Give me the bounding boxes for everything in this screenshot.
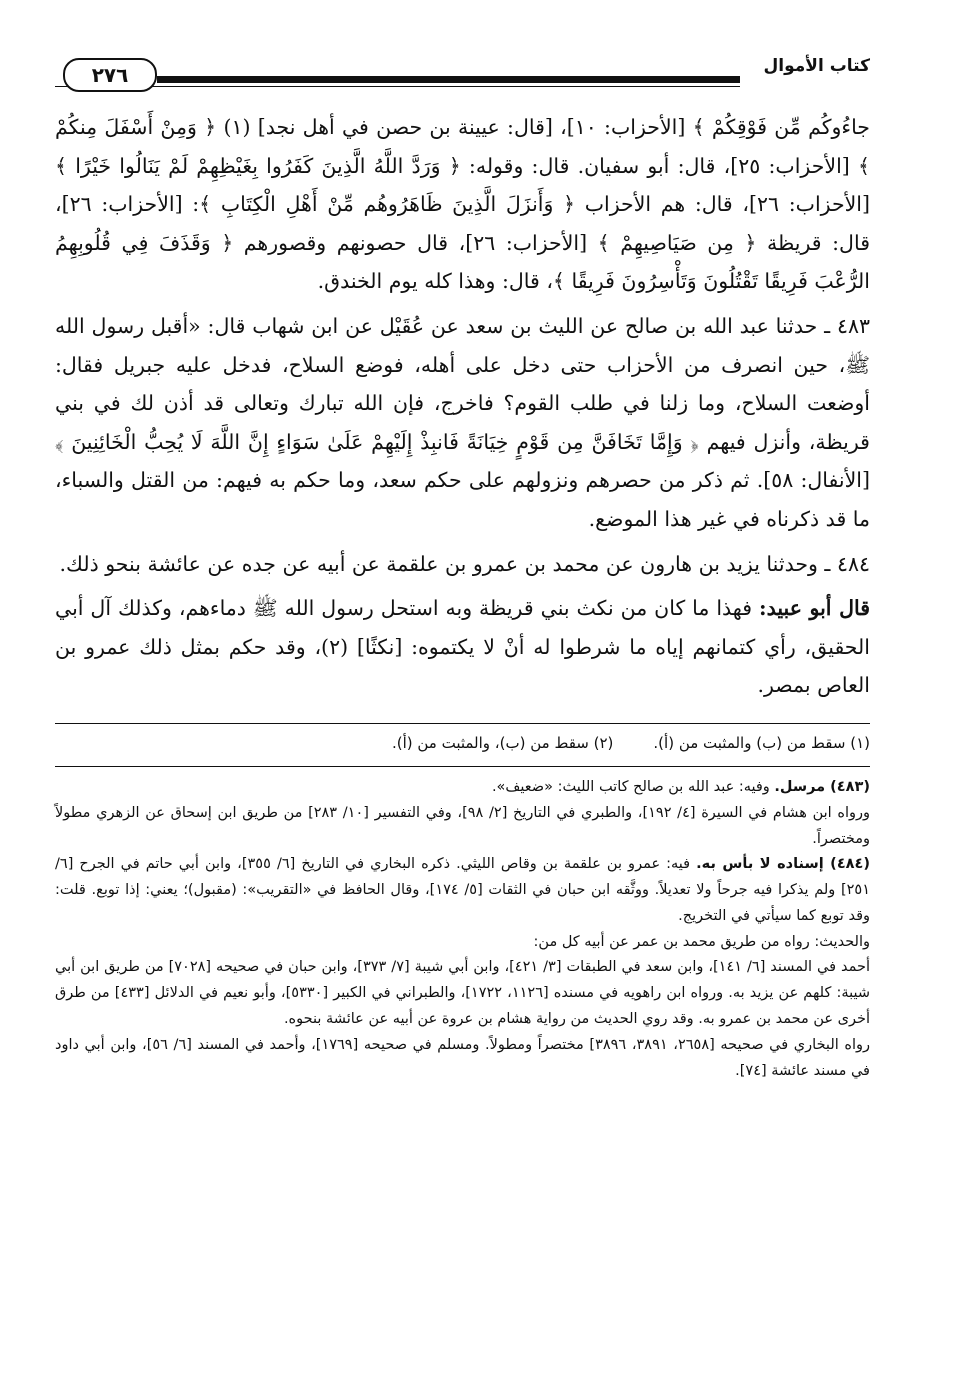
footnote-1: (١) سقط من (ب) والمثبت من (أ). [653, 733, 870, 752]
speaker-label: قال أبو عبيد: [759, 596, 871, 621]
takhrij-483-text: وفيه: عبد الله بن صالح كاتب الليث: «ضعيف». [491, 778, 775, 795]
takhrij-483 [55, 775, 870, 801]
header-rule-thin [55, 86, 740, 87]
takhrij-483-sources: ورواه ابن هشام في السيرة [٤/ ١٩٢]، والطبري في التاريخ [٢/ ٩٨]، وفي التفسير [١٠/ ٢٨٣] من طريق ابن إسحاق عن الزهري مطولاً ومختصراً. [55, 804, 870, 847]
takhrij-notes [55, 775, 870, 1085]
paragraph-hadith-484: ٤٨٤ ـ وحدثنا يزيد بن هارون عن محمد بن عمرو بن علقمة عن أبيه عن جده عن عائشة بنحو ذلك. [59, 551, 870, 576]
takhrij-483-label: (٤٨٣) مرسل. [774, 778, 870, 795]
book-title: كتاب الأموال [763, 56, 870, 76]
takhrij-484 [55, 852, 870, 929]
page [55, 50, 870, 1084]
page-number: ٢٧٦ [63, 58, 157, 92]
takhrij-484-sources-2: رواه البخاري في صحيحه [٢٦٥٨، ٣٨٩١، ٣٨٩٦] مختصراً ومطولاً. ومسلم في صحيحه [١٧٦٩]، وأحمد في المسند [٦/ ٥٦]، وابن أبي داود في مسند عائشة [٧٤]. [55, 1036, 870, 1079]
footnote-separator [55, 723, 870, 724]
takhrij-separator [55, 766, 870, 767]
takhrij-484-sources: أحمد في المسند [٦/ ١٤١]، وابن سعد في الطبقات [٣/ ٤٢١]، وابن أبي شيبة [٧/ ٣٧٣]، وابن حبان في صحيحه [٧٠٢٨] من طريق ابن أبي شيبة: كلهم عن يزيد به. ورواه ابن راهويه في مسنده [١١٢٦، ١٧٢٢]، والطبراني في الكبير [٥٣٣٠]، وأبو نعيم في الدلائل [٤٣٣] من طرق أخرى عن محمد بن عمرو به. وقد روي الحديث من رواية هشام بن عروة عن أبيه عن عائشة بنحوه. [55, 959, 871, 1028]
main-text [55, 108, 870, 705]
paragraph-abu-ubayd [55, 589, 870, 705]
header-rule [157, 76, 740, 83]
paragraph-text: فهذا ما كان من نكث بني قريظة وبه استحل رسول الله ﷺ دماءهم، وكذلك آل أبي الحقيق، رأي كتمانهم إياه ما شرطوا له أنْ لا يكتموه: [نكثًا] (٢)، وقد حكم بمثل ذلك عمرو بن العاص بمصر. [55, 596, 870, 698]
takhrij-484-text: فيه: عمرو بن علقمة بن وقاص الليثي. ذكره البخاري في التاريخ [٦/ ٣٥٥]، وابن أبي حاتم في الجرح [٦/ ٢٥١] ولم يذكرا فيه جرحاً ولا تعديلاً. ووثَّقه ابن حبان في الثقات [٥/ ١٧٤]، وقال الحافظ في «التقريب»: (مقبول)؛ يعني: إذا توبع. قلت: وقد توبع كما سيأتي في التخريج. [55, 856, 870, 924]
takhrij-484-chain: والحديث: رواه من طريق محمد بن عمر عن أبيه كل من: [533, 933, 870, 950]
footnote-2: (٢) سقط من (ب)، والمثبت من (أ). [391, 733, 614, 752]
footnotes [55, 730, 870, 762]
paragraph-hadith-483: ٤٨٣ ـ حدثنا عبد الله بن صالح عن الليث بن سعد عن عُقَيْل عن ابن شهاب قال: «أقبل رسول الله ﷺ، حين انصرف من الأحزاب حتى دخل على أهله، فوضع السلاح، فدخل عليه جبريل فقال: أوضعت السلاح، وما زلنا في طلب القوم؟ فاخرج، فإن الله تبارك وتعالى قد أذن لك في بني قريظة، وأنزل فيهم ﴿ وَإِمَّا تَخَافَنَّ مِن قَوْمٍ خِيَانَةً فَانبِذْ إِلَيْهِمْ عَلَىٰ سَوَاءٍ إِنَّ اللَّهَ لَا يُحِبُّ الْخَائِنِينَ ﴾ [الأنفال: ٥٨]. ثم ذكر من حصرهم ونزولهم على حكم سعد، وما حكم به فيهم: من القتل والسباء، ما قد ذكرناه في غير هذا الموضع. [55, 313, 870, 531]
takhrij-484-label: (٤٨٤) إسناده لا بأس به. [696, 856, 871, 873]
running-header [55, 50, 870, 92]
paragraph-quran-commentary: جاءُوكُم مِّن فَوْقِكُمْ ﴾ [الأحزاب: ١٠]، [قال: عيينة بن حصن في أهل نجد] (١) ﴿ وَمِنْ أَسْفَلَ مِنكُمْ ﴾ [الأحزاب: ٢٥]، قال: أبو سفيان. قال: وقوله: ﴿ وَرَدَّ اللَّهُ الَّذِينَ كَفَرُوا بِغَيْظِهِمْ لَمْ يَنَالُوا خَيْرًا ﴾ [الأحزاب: ٢٦]، قال: هم الأحزاب ﴿ وَأَنزَلَ الَّذِينَ ظَاهَرُوهُم مِّنْ أَهْلِ الْكِتَابِ ﴾: [الأحزاب: ٢٦]، قال: قريظة ﴿ مِن صَيَاصِيهِمْ ﴾ [الأحزاب: ٢٦]، قال حصونهم وقصورهم ﴿ وَقَذَفَ فِي قُلُوبِهِمُ الرُّعْبَ فَرِيقًا تَقْتُلُونَ وَتَأْسِرُونَ فَرِيقًا ﴾، قال: وهذا كله يوم الخندق. [55, 115, 871, 294]
